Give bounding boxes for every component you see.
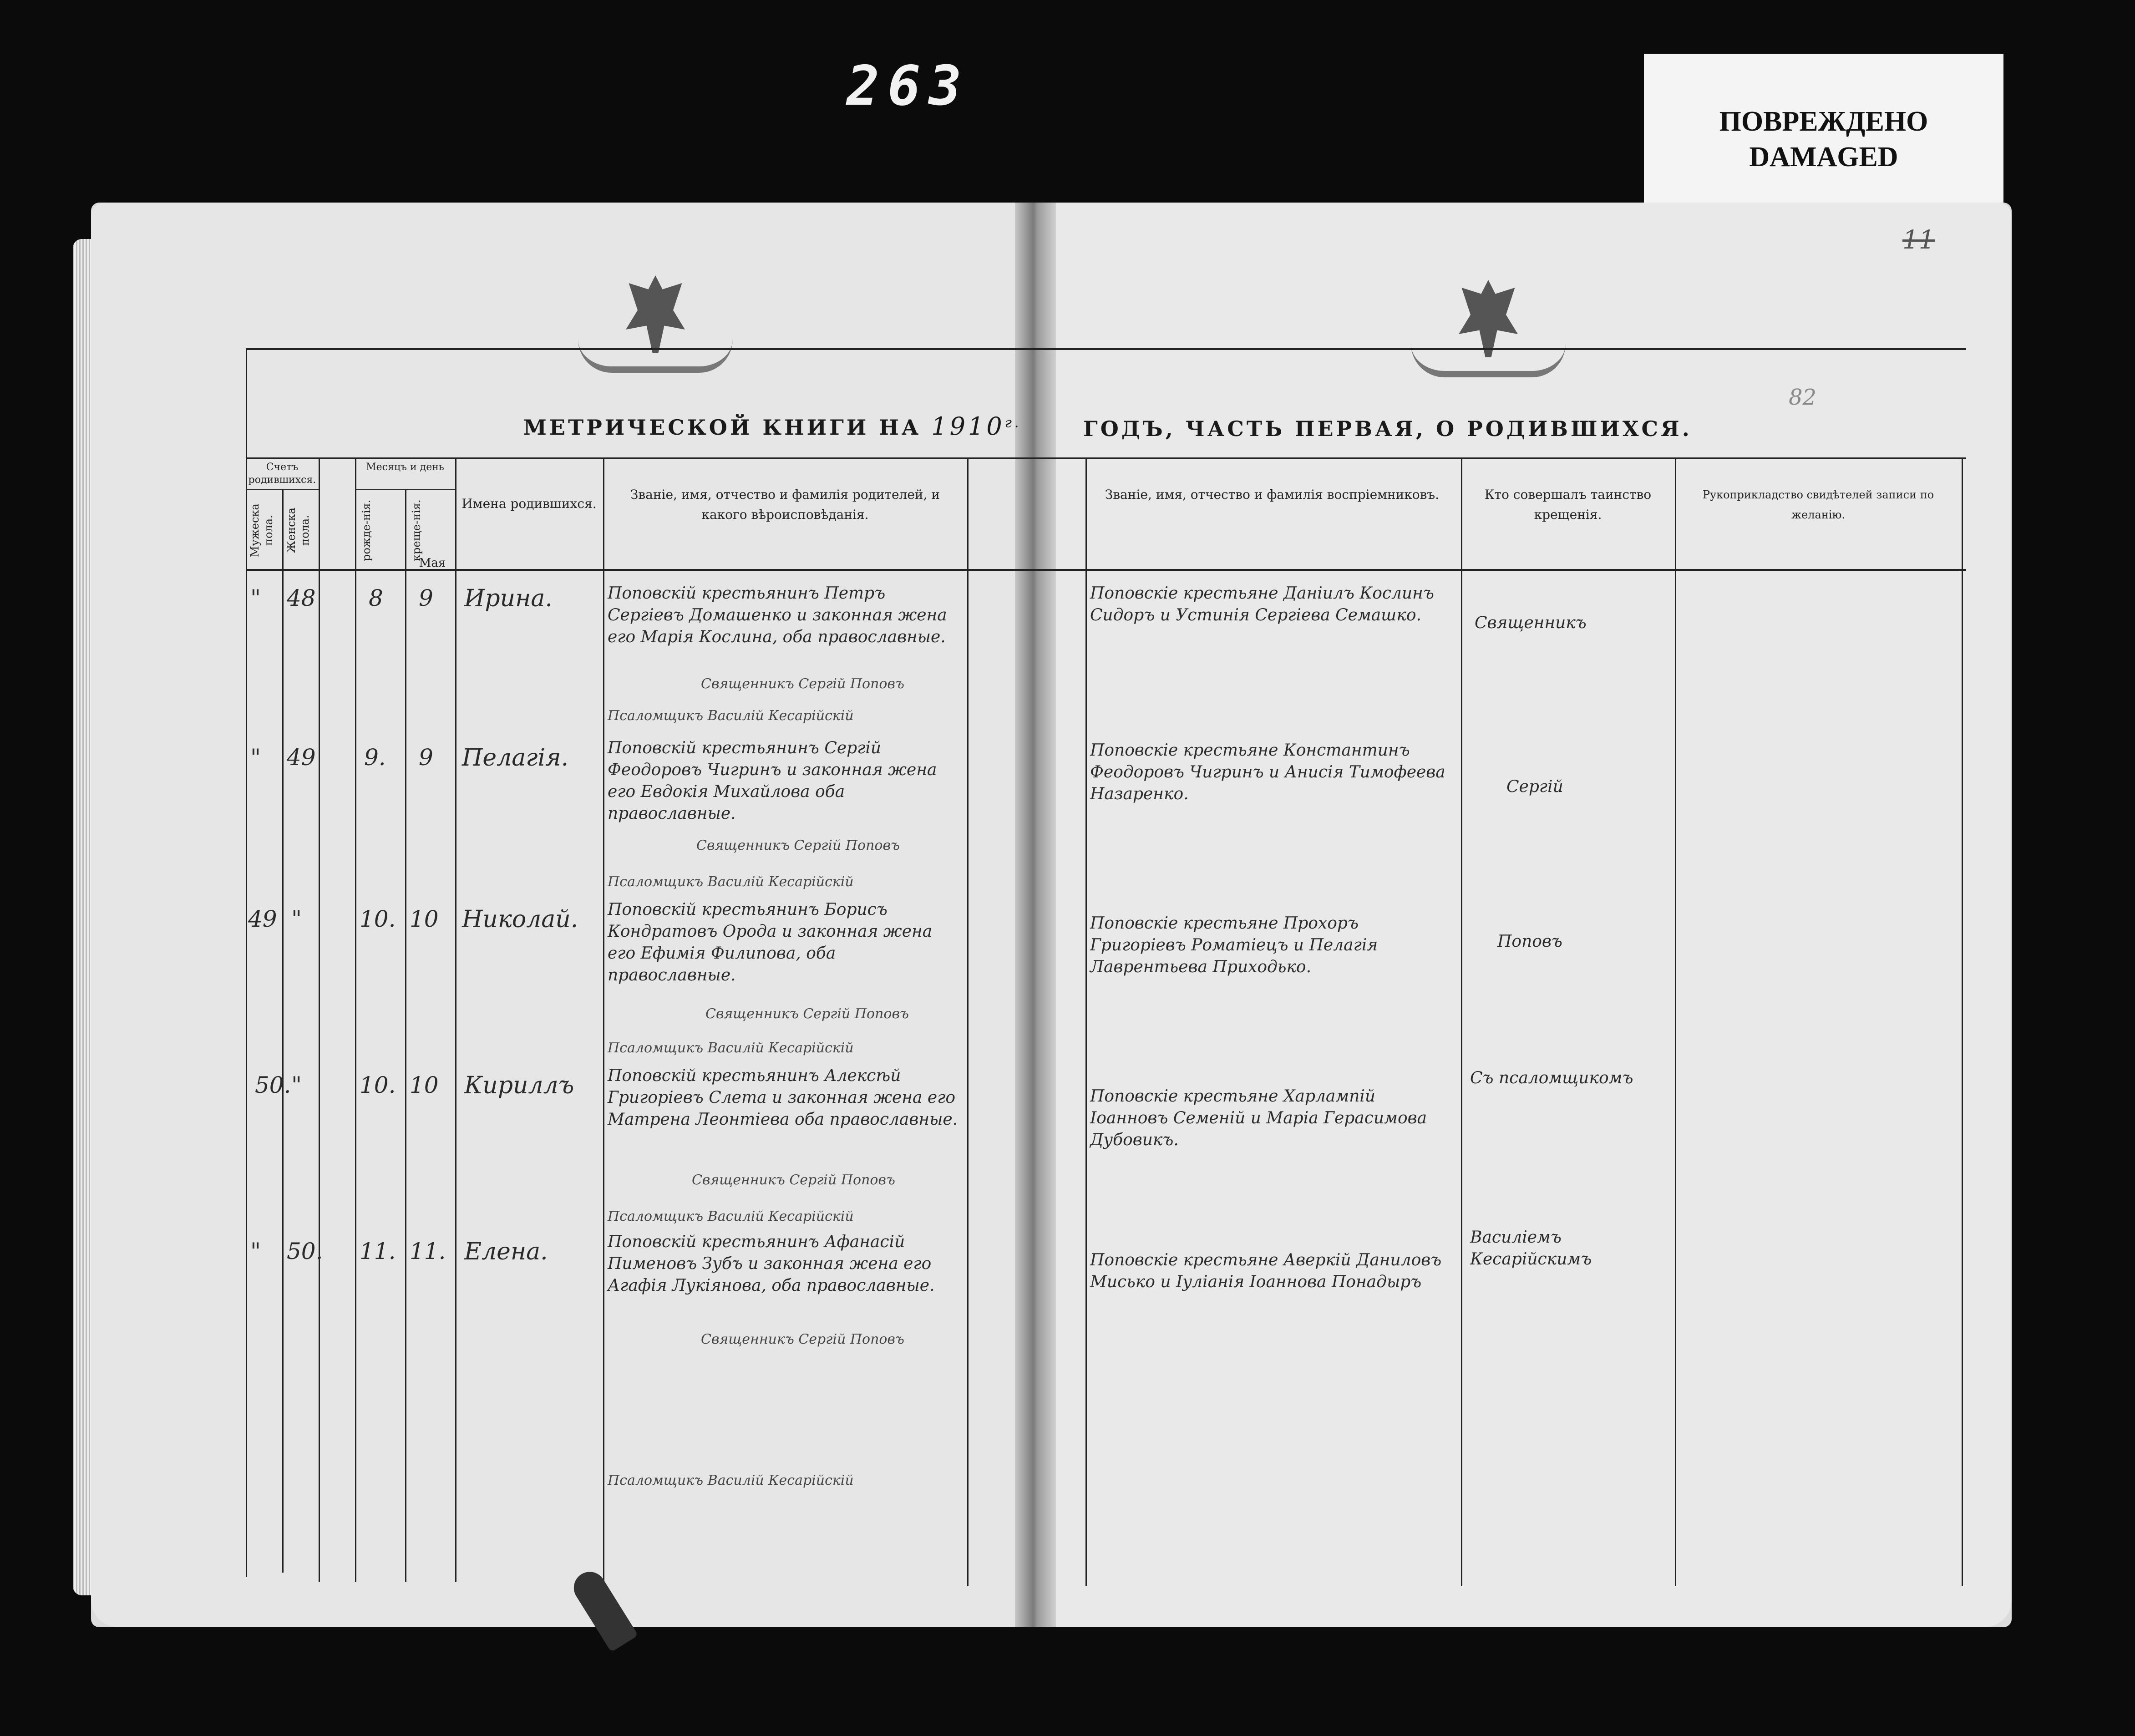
col-born-divider (355, 457, 356, 1582)
row1-sacristan-signature: Псаломщикъ Василій Кесарійскій (608, 708, 854, 724)
row4-clergy-signature: Священникъ Сергій Поповъ (692, 1172, 895, 1188)
year-value: 1910 (931, 412, 1005, 441)
col-parents-end-divider (967, 457, 969, 1586)
corner-number: 11 (1902, 225, 1935, 255)
row2-male-count: " (250, 744, 261, 771)
row3-baptized-day: 10 (410, 906, 439, 932)
title-right: ГОДЪ, ЧАСТЬ ПЕРВАЯ, О РОДИВШИХСЯ. (1083, 416, 1692, 441)
year-suffix: г. (1004, 415, 1022, 431)
row2-sacristan-signature: Псаломщикъ Василій Кесарійскій (608, 874, 854, 890)
table-top-border (246, 348, 1966, 350)
folio-number: 82 (1789, 385, 1817, 410)
row3-child-name: Николай. (462, 906, 578, 933)
header-month-day: Месяцъ и день (366, 462, 444, 473)
col-female-divider (319, 457, 320, 1582)
row2-female-count: 49 (287, 744, 316, 771)
row5-baptized-day: 11. (410, 1238, 446, 1264)
row1-female-count: 48 (287, 585, 316, 611)
stamp-line-russian: ПОВРЕЖДЕНО (1719, 106, 1928, 137)
row3-godparents: Поповскіе крестьяне Прохоръ Григоріевъ Роматіецъ и Пелагія Лаврентьева Приходько. (1090, 914, 1378, 976)
damaged-stamp (1644, 54, 2003, 208)
header-month-note: Мая (419, 556, 446, 570)
table-right-border (1962, 457, 1963, 1586)
row1-baptized-day: 9 (419, 585, 433, 611)
header-count-female: Женска пола. (285, 508, 311, 553)
row1-male-count: " (250, 585, 261, 611)
row2-godparents: Поповскіе крестьяне Константинъ Феодоровъ Чигринъ и Анисія Тимофеева Назаренко. (1090, 741, 1445, 803)
header-top-border (246, 457, 1966, 459)
row5-born-day: 11. (360, 1238, 396, 1264)
row4-born-day: 10. (360, 1072, 396, 1098)
row2-child-name: Пелагія. (462, 744, 569, 772)
title-left (523, 412, 1021, 441)
row3-male-count: 49 (248, 906, 277, 932)
row4-parents: Поповскій крестьянинъ Алексѣй Григоріевъ Слета и законная жена его Матрена Леонтіева оба православные. (608, 1066, 958, 1129)
row4-sacristan-signature: Псаломщикъ Василій Кесарійскій (608, 1208, 854, 1224)
header-signatures: Рукоприкладство свидѣтелей записи по желанію. (1702, 488, 1934, 521)
row5-parents: Поповскій крестьянинъ Афанасій Пименовъ Зубъ и законная жена его Агафія Лукіянова, оба православные. (608, 1233, 935, 1295)
header-count-male: Мужеска пола. (248, 503, 275, 557)
frame-number: 263 (847, 55, 970, 118)
header-names: Имена родившихся. (461, 496, 597, 511)
row4-male-count: 50. (255, 1072, 291, 1098)
col-signatures-divider (1675, 457, 1676, 1586)
row3-born-day: 10. (360, 906, 396, 932)
col-parents-divider (603, 457, 604, 1586)
register-book (91, 203, 2012, 1627)
col-male-divider (282, 489, 284, 1573)
row1-child-name: Ирина. (464, 585, 553, 612)
row5-female-count: 50. (287, 1238, 323, 1264)
row5-male-count: " (250, 1238, 261, 1264)
row5-child-name: Елена. (464, 1238, 548, 1265)
row1-clergy-signature: Священникъ Сергій Поповъ (701, 676, 904, 692)
row3-sacristan-signature: Псаломщикъ Василій Кесарійскій (608, 1040, 854, 1056)
col-name-divider (455, 457, 456, 1582)
coat-of-arms-right-icon (1411, 275, 1566, 376)
row5-clergy-signature: Священникъ Сергій Поповъ (701, 1331, 904, 1347)
row3-female-count: " (291, 906, 302, 932)
row1-born-day: 8 (369, 585, 383, 611)
row5-officiant: Василіемъ Кесарійскимъ (1470, 1228, 1592, 1269)
row2-born-day: 9. (364, 744, 386, 771)
header-officiant: Кто совершалъ таинство крещенія. (1484, 487, 1652, 522)
row2-clergy-signature: Священникъ Сергій Поповъ (696, 838, 900, 853)
row5-godparents: Поповскіе крестьяне Аверкій Даниловъ Мисько и Іуліанія Іоаннова Понадыръ (1090, 1251, 1442, 1291)
row3-clergy-signature: Священникъ Сергій Поповъ (705, 1006, 909, 1022)
coat-of-arms-left-icon (578, 271, 733, 371)
row1-officiant: Священникъ (1475, 614, 1587, 632)
header-born: рожде-нія. (360, 499, 373, 561)
row2-parents: Поповскій крестьянинъ Сергій Феодоровъ Чигринъ и законная жена его Евдокія Михайлова оба православные. (608, 739, 937, 823)
row4-child-name: Кириллъ (464, 1072, 574, 1099)
row2-officiant: Сергій (1506, 777, 1563, 796)
col-baptized-divider (405, 489, 406, 1582)
stamp-line-english: DAMAGED (1749, 142, 1898, 173)
row5-sacristan-signature: Псаломщикъ Василій Кесарійскій (608, 1472, 854, 1488)
row3-officiant: Поповъ (1497, 932, 1562, 951)
row3-parents: Поповскій крестьянинъ Борисъ Кондратовъ Орода и законная жена его Ефимія Филипова, оба православные. (608, 900, 933, 985)
title-left-text: МЕТРИЧЕСКОЙ КНИГИ НА (523, 415, 922, 440)
row2-baptized-day: 9 (419, 744, 433, 771)
row1-godparents: Поповскіе крестьяне Даніилъ Кослинъ Сидоръ и Устинія Сергіева Семашко. (1090, 584, 1434, 624)
row1-parents: Поповскій крестьянинъ Петръ Сергіевъ Домашенко и законная жена его Марія Кослина, оба православные. (608, 584, 947, 646)
row4-baptized-day: 10 (410, 1072, 439, 1098)
header-count: Счетъ родившихся. (248, 462, 316, 486)
header-bottom-border (246, 569, 1966, 571)
col-godparents-divider (1085, 457, 1087, 1586)
row4-female-count: " (291, 1072, 302, 1098)
row4-godparents: Поповскіе крестьяне Харлампій Іоанновъ Семеній и Маріа Герасимова Дубовикъ. (1090, 1087, 1427, 1149)
row4-officiant: Съ псаломщикомъ (1470, 1069, 1633, 1087)
table-left-border (246, 348, 247, 1577)
header-baptized: креще-нія. (410, 499, 423, 561)
col-officiant-divider (1461, 457, 1462, 1586)
header-parents: Званіе, имя, отчество и фамилія родителей, и какого вѣроисповѣданія. (630, 487, 940, 522)
header-godparents: Званіе, имя, отчество и фамилія воспріемниковъ. (1105, 487, 1440, 502)
